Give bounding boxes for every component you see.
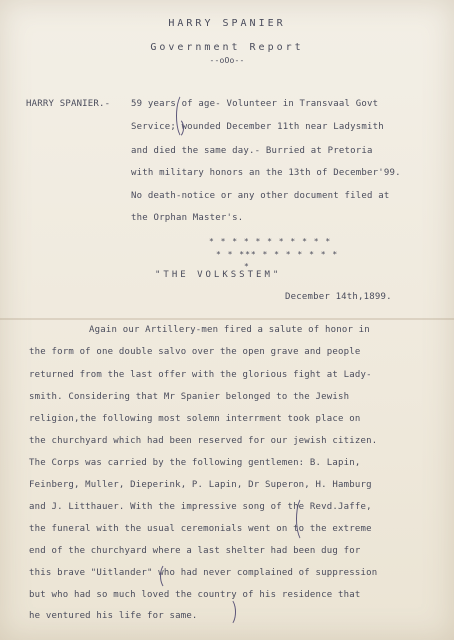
article-line: the funeral with the usual ceremonials went on to the extreme [29, 524, 372, 534]
article-line: the form of one double salvo over the open grave and people [29, 347, 361, 357]
report-line: the Orphan Master's. [131, 213, 244, 223]
stars-row: * * *** * * * * * * * [216, 250, 339, 259]
article-line: end of the churchyard where a last shelter had been dug for [29, 546, 361, 556]
article-line: The Corps was carried by the following gentlemen: B. Lapin, [29, 458, 361, 468]
article-line: Again our Artillery-men fired a salute of honor in [89, 325, 370, 335]
pen-mark [160, 563, 174, 589]
report-lead: HARRY SPANIER.- [26, 99, 111, 109]
article-line: Feinberg, Muller, Dieperink, P. Lapin, Dr Superon, H. Hamburg [29, 480, 372, 490]
report-line: No death-notice or any other document filed at [131, 191, 390, 201]
header-subtitle: Government Report [150, 42, 304, 53]
report-line: and died the same day.- Burried at Pretoria [131, 146, 373, 156]
article-line: he ventured his life for same. [29, 611, 198, 621]
stars-row: * [244, 262, 250, 271]
stars-row: * * * * * * * * * * * [209, 237, 332, 246]
article-line: returned from the last offer with the glorious fight at Lady- [29, 370, 372, 380]
report-line: 59 years of age- Volunteer in Transvaal Govt [131, 99, 379, 109]
article-line: and J. Litthauer. With the impressive song of the Revd.Jaffe, [29, 502, 372, 512]
header-ornament: --oOo-- [209, 56, 245, 65]
pen-mark [222, 598, 236, 626]
paper-fold [0, 318, 454, 320]
pen-mark [296, 496, 312, 542]
report-line: with military honors an the 13th of December'99. [131, 168, 401, 178]
header-name: HARRY SPANIER [168, 18, 286, 29]
newspaper-date: December 14th,1899. [285, 292, 392, 302]
article-line: the churchyard which had been reserved for our jewish citizen. [29, 436, 378, 446]
article-line: smith. Considering that Mr Spanier belonged to the Jewish [29, 392, 350, 402]
article-line: but who had so much loved the country of his residence that [29, 590, 361, 600]
article-line: this brave "Uitlander" who had never complained of suppression [29, 568, 378, 578]
report-line: Service; wounded December 11th near Ladysmith [131, 122, 384, 132]
article-line: religion,the following most solemn interrment took place on [29, 414, 361, 424]
pen-mark [170, 118, 184, 138]
newspaper-title: "THE VOLKSSTEM" [155, 270, 282, 280]
